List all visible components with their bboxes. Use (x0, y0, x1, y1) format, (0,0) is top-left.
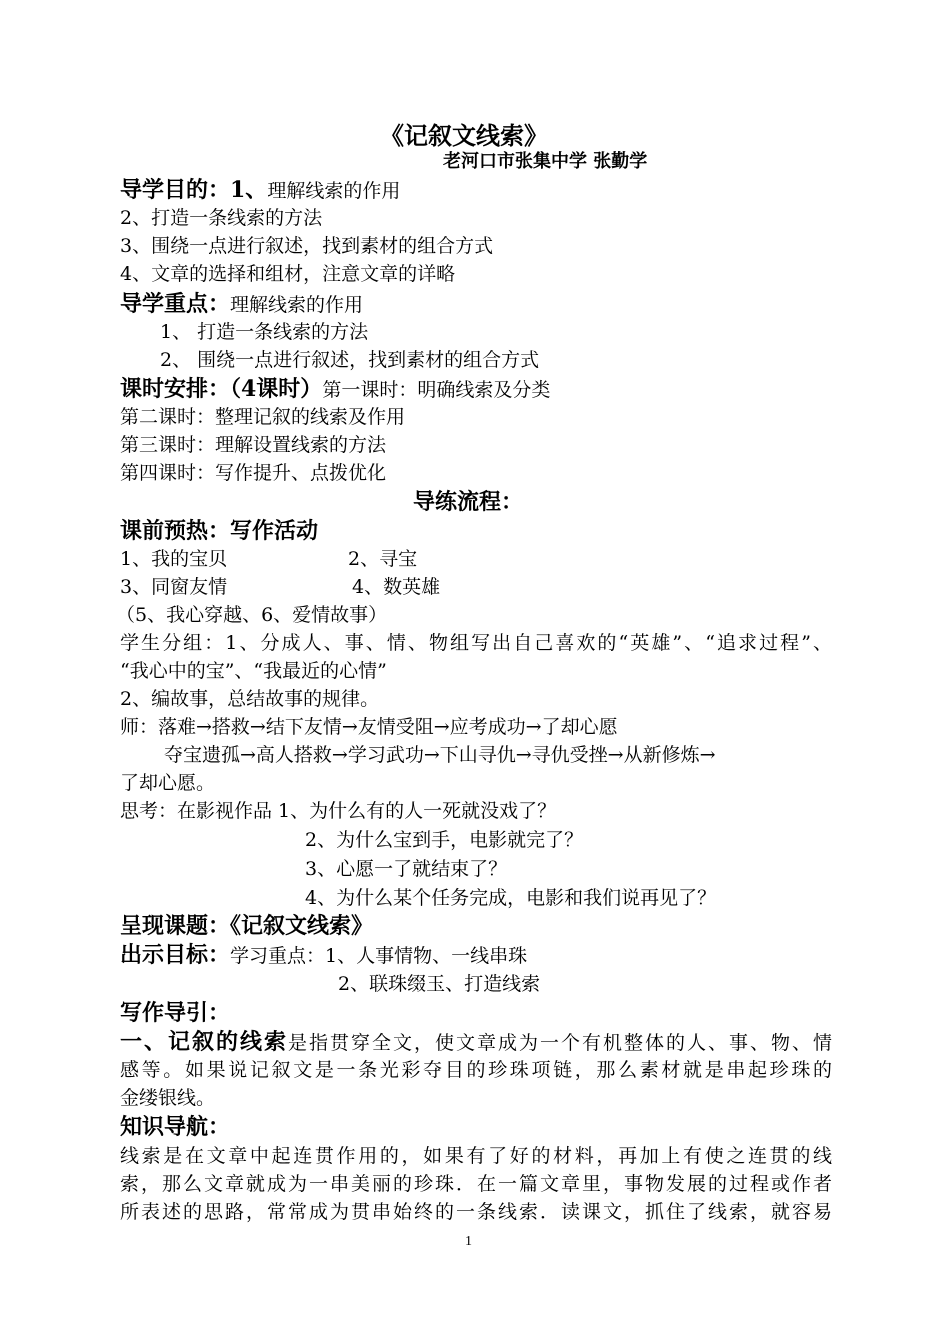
schedule-lesson-2: 第二课时：整理记叙的线索及作用 (120, 406, 406, 428)
flow-heading: 导练流程： (413, 489, 524, 515)
group-line-2: “我心中的宝”、“我最近的心情” (120, 660, 387, 682)
schedule-heading: 课时安排：（4课时） (120, 376, 323, 402)
objectives-line (120, 943, 527, 968)
guide-def-line-1 (120, 1030, 832, 1055)
group-line-1: 学生分组：1、分成人、事、情、物组写出自己喜欢的“英雄”、“追求过程”、 (120, 632, 832, 654)
knowledge-line-1: 线索是在文章中起连贯作用的，如果有了好的材料，再加上有使之连贯的线 (120, 1145, 832, 1167)
teacher-line-2: 夺宝遗孤→高人搭救→学习武功→下山寻仇→寻仇受挫→从新修炼→ (164, 744, 716, 766)
guide-def-line-2: 感等。如果说记叙文是一条光彩夺目的珍珠项链，那么素材就是串起珍珠的 (120, 1059, 832, 1081)
warmup-item-2: 2、寻宝 (348, 548, 418, 570)
warmup-item-5-6: （5、我心穿越、6、爱情故事） (116, 604, 388, 626)
guide-def-line-3: 金缕银线。 (120, 1087, 216, 1109)
goals-item-1: 理解线索的作用 (267, 180, 401, 202)
schedule-lesson-1: 第一课时：明确线索及分类 (322, 379, 551, 401)
objectives-heading: 出示目标： (120, 942, 231, 968)
think-line-1: 思考：在影视作品 1、为什么有的人一死就没戏了？ (120, 800, 557, 822)
goals-item-4: 4、文章的选择和组材，注意文章的详略 (120, 263, 456, 285)
key-points-line (120, 292, 363, 317)
warmup-item-3: 3、同窗友情 (120, 576, 228, 598)
guide-def-text-1: 是指贯穿全文，使文章成为一个有机整体的人、事、物、情 (288, 1032, 832, 1054)
goals-heading: 导学目的：1、 (120, 177, 268, 203)
key-points-item-2: 2、 围绕一点进行叙述，找到素材的组合方式 (160, 349, 540, 371)
page-number: 1 (465, 1234, 472, 1249)
guide-def-bold: 一、记叙的线索 (120, 1029, 288, 1055)
guide-heading: 写作导引： (120, 1000, 231, 1026)
objectives-item-1: 学习重点：1、人事情物、一线串珠 (230, 945, 528, 967)
knowledge-line-3: 所表述的思路，常常成为贯串始终的一条线索．读课文，抓住了线索，就容易 (120, 1201, 832, 1223)
objectives-item-2: 2、联珠缀玉、打造线索 (338, 973, 541, 995)
warmup-heading: 课前预热：写作活动 (120, 518, 319, 544)
topic-heading: 呈现课题：《记叙文线索》 (120, 913, 374, 939)
knowledge-line-2: 索，那么文章就成为一串美丽的珍珠．在一篇文章里，事物发展的过程或作者 (120, 1173, 832, 1195)
goals-item-2: 2、打造一条线索的方法 (120, 207, 323, 229)
story-line: 2、编故事，总结故事的规律。 (120, 688, 380, 710)
warmup-item-4: 4、数英雄 (352, 576, 441, 598)
knowledge-heading: 知识导航： (120, 1114, 231, 1140)
schedule-lesson-3: 第三课时：理解设置线索的方法 (120, 434, 387, 456)
document-title: 《记叙文线索》 (380, 121, 548, 150)
schedule-lesson-4: 第四课时：写作提升、点拨优化 (120, 462, 387, 484)
think-line-3: 3、心愿一了就结束了？ (305, 858, 508, 880)
goals-item-3: 3、围绕一点进行叙述，找到素材的组合方式 (120, 235, 494, 257)
think-line-2: 2、为什么宝到手，电影就完了？ (305, 829, 584, 851)
warmup-item-1: 1、我的宝贝 (120, 548, 228, 570)
key-points-item-1: 1、 打造一条线索的方法 (160, 321, 369, 343)
key-points-item-0: 理解线索的作用 (230, 294, 364, 316)
goals-line-1 (120, 178, 400, 203)
teacher-line-1: 师：落难→搭救→结下友情→友情受阻→应考成功→了却心愿 (120, 716, 618, 738)
think-line-4: 4、为什么某个任务完成，电影和我们说再见了？ (305, 887, 717, 909)
schedule-line (120, 377, 550, 402)
key-points-heading: 导学重点： (120, 291, 231, 317)
author-line: 老河口市张集中学 张勤学 (443, 151, 648, 172)
teacher-line-3: 了却心愿。 (120, 772, 216, 794)
